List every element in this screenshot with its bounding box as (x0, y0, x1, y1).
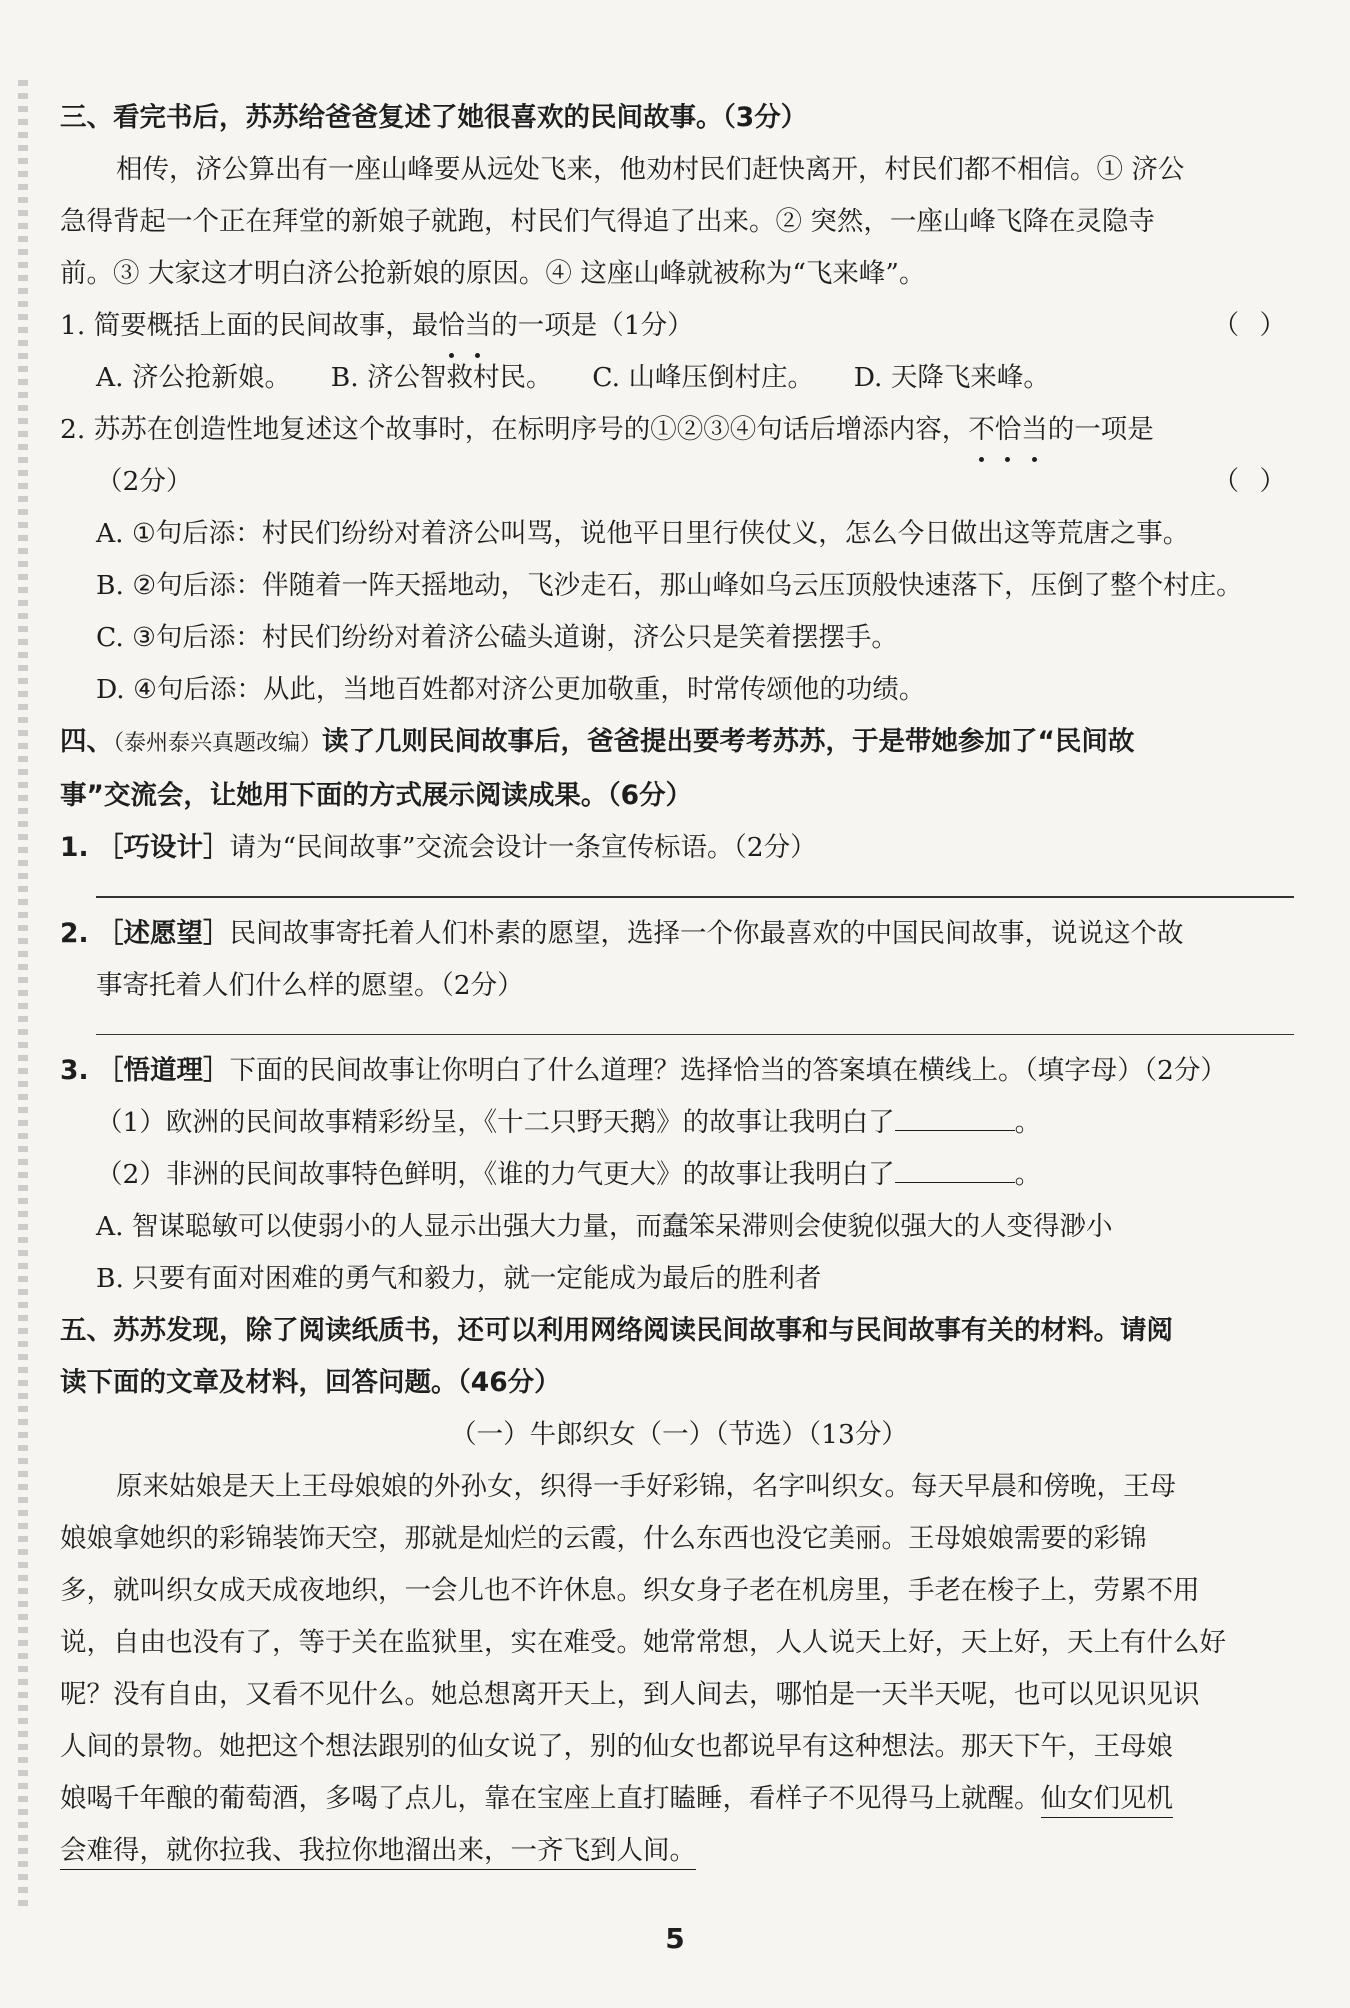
question-3-1: 1. 简要概括上面的民间故事，最恰当的一项是（1分） （ ） (60, 300, 1298, 352)
emphasis-dot-char: 当 (1021, 404, 1048, 456)
story-line-2: 急得背起一个正在拜堂的新娘子就跑，村民们气得追了出来。② 突然，一座山峰飞降在灵隐寺 (60, 206, 1155, 237)
answer-line[interactable] (96, 1034, 1294, 1036)
answer-line[interactable] (96, 896, 1294, 898)
section-4-title: 四、（泰州泰兴真题改编）读了几则民间故事后，爸爸提出要考考苏苏，于是带她参加了“民间故 (60, 726, 1135, 757)
question-tag: ［悟道理］ (96, 1055, 230, 1086)
story-line-1: 相传，济公算出有一座山峰要从远处飞来，他劝村民们赶快离开，村民们都不相信。① 济公 (116, 154, 1185, 185)
option-b: B. ②句后添：伴随着一阵天摇地动，飞沙走石，那山峰如乌云压顶般快速落下，压倒了整个村庄。 (96, 570, 1243, 601)
choice-b: B. 只要有面对困难的勇气和毅力，就一定能成为最后的胜利者 (96, 1263, 822, 1294)
binding-edge (18, 80, 28, 1908)
answer-bracket[interactable]: （ ） (1212, 310, 1292, 341)
question-3-2: 2. 苏苏在创造性地复述这个故事时，在标明序号的①②③④句话后增添内容，不恰当的一项是 (60, 404, 1298, 456)
option-d: D. ④句后添：从此，当地百姓都对济公更加敬重，时常传颂他的功绩。 (96, 674, 926, 705)
question-3-2-points: （2分） （ ） (60, 456, 1298, 508)
fill-blank[interactable] (895, 1102, 1015, 1131)
emphasis-dot-char: 不 (968, 404, 995, 456)
passage-line-1: 原来姑娘是天上王母娘娘的外孙女，织得一手好彩锦，名字叫织女。每天早晨和傍晚，王母 (116, 1471, 1176, 1502)
section-3-title: 三、看完书后，苏苏给爸爸复述了她很喜欢的民间故事。（3分） (60, 102, 808, 133)
source-note: （泰州泰兴真题改编） (113, 731, 323, 756)
option-c: C. ③句后添：村民们纷纷对着济公磕头道谢，济公只是笑着摆摆手。 (96, 622, 898, 653)
passage-line-3: 多，就叫织女成天成夜地织，一会儿也不许休息。织女身子老在机房里，手老在梭子上，劳累不用 (60, 1575, 1200, 1606)
passage-line-6: 人间的景物。她把这个想法跟别的仙女说了，别的仙女也都说早有这种想法。那天下午，王母娘 (60, 1731, 1173, 1762)
passage-line-5: 呢？没有自由，又看不见什么。她总想离开天上，到人间去，哪怕是一天半天呢，也可以见识见识 (60, 1679, 1200, 1710)
passage-title: （一）牛郎织女（一）（节选）（13分） (450, 1419, 908, 1450)
question-tag: ［巧设计］ (96, 832, 230, 863)
emphasis-dot-char: 恰 (438, 300, 465, 352)
fill-blank[interactable] (895, 1154, 1015, 1183)
answer-bracket[interactable]: （ ） (1212, 466, 1292, 497)
question-4-3-1: （1）欧洲的民间故事精彩纷呈，《十二只野天鹅》的故事让我明白了 。 (60, 1097, 1298, 1149)
section-4-title-cont: 事”交流会，让她用下面的方式展示阅读成果。（6分） (60, 780, 693, 811)
story-line-3: 前。③ 大家这才明白济公抢新娘的原因。④ 这座山峰就被称为“飞来峰”。 (60, 258, 926, 289)
underlined-text: 会难得，就你拉我、我拉你地溜出来，一齐飞到人间。 (60, 1835, 696, 1870)
question-4-3-2: （2）非洲的民间故事特色鲜明，《谁的力气更大》的故事让我明白了 。 (60, 1149, 1298, 1201)
passage-line-4: 说，自由也没有了，等于关在监狱里，实在难受。她常常想，人人说天上好，天上好，天上有什么好 (60, 1627, 1226, 1658)
underlined-text: 仙女们见机 (1041, 1783, 1174, 1818)
section-5-title-cont: 读下面的文章及材料，回答问题。（46分） (60, 1367, 561, 1398)
question-3-1-options: A. 济公抢新娘。 B. 济公智救村民。 C. 山峰压倒村庄。 D. 天降飞来峰。 (96, 362, 1050, 393)
question-4-1: 1. ［巧设计］请为“民间故事”交流会设计一条宣传标语。（2分） (60, 832, 817, 863)
passage-line-2: 娘娘拿她织的彩锦装饰天空，那就是灿烂的云霞，什么东西也没它美丽。王母娘娘需要的彩锦 (60, 1523, 1147, 1554)
passage-line-7: 娘喝千年酿的葡萄酒，多喝了点儿，靠在宝座上直打瞌睡，看样子不见得马上就醒。仙女们见机 (60, 1773, 1298, 1825)
emphasis-dot-char: 当 (465, 300, 492, 352)
passage-line-8 (60, 1825, 1298, 1877)
question-4-2-cont: 事寄托着人们什么样的愿望。（2分） (96, 969, 524, 1001)
question-4-2: 2. ［述愿望］民间故事寄托着人们朴素的愿望，选择一个你最喜欢的中国民间故事，说说这个故 (60, 917, 1184, 949)
page-number: 5 (665, 1922, 685, 1955)
emphasis-dot-char: 恰 (995, 404, 1022, 456)
question-tag: ［述愿望］ (96, 917, 230, 949)
option-a: A. ①句后添：村民们纷纷对着济公叫骂，说他平日里行侠仗义，怎么今日做出这等荒唐之事。 (96, 518, 1190, 549)
section-5-title: 五、苏苏发现，除了阅读纸质书，还可以利用网络阅读民间故事和与民间故事有关的材料。请阅 (60, 1315, 1173, 1346)
question-4-3: 3. ［悟道理］下面的民间故事让你明白了什么道理？选择恰当的答案填在横线上。（填字母）（2分） (60, 1055, 1227, 1086)
choice-a: A. 智谋聪敏可以使弱小的人显示出强大力量，而蠢笨呆滞则会使貌似强大的人变得渺小 (96, 1211, 1113, 1242)
